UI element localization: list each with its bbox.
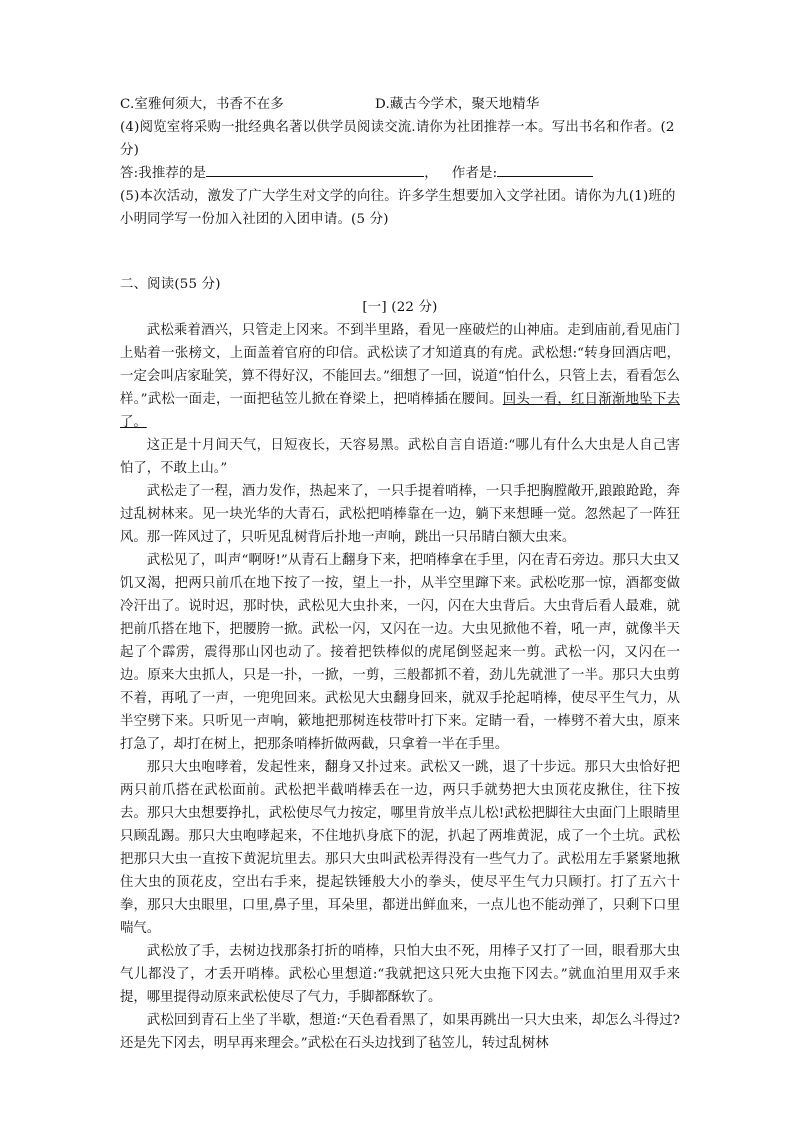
options-line [120,93,680,116]
author-label: 作者是: [451,166,498,181]
author-blank[interactable] [497,163,593,177]
book-title-blank[interactable] [206,163,424,177]
answer-prefix: 答:我推荐的是 [120,166,207,181]
answer-separator: ， [424,166,438,181]
option-d: D.藏古今学术，聚天地精华 [375,97,540,112]
question-4: (4)阅览室将采购一批经典名著以供学员阅读交流.请你为社团推荐一本。写出书名和作者。(2 分) [120,120,675,158]
question-5: (5)本次活动，激发了广大学生对文学的向往。许多学生想要加入文学社团。请你为九(1)班的小明同学写一份加入社团的入团申请。(5 分) [120,189,676,227]
paragraph-7: 武松回到青石上坐了半歇，想道:“天色看看黑了，如果再跳出一只大虫来，却怎么斗得过?还是先下冈去，明早再来理会。”武松在石头边找到了毡笠儿，转过乱树林 [120,1013,680,1051]
paragraph-2: 这正是十月间天气，日短夜长，天容易黑。武松自言自语道:“哪儿有什么大虫是人自己害怕了，不敢上山。” [120,438,680,476]
paragraph-1 [120,319,680,434]
option-c: C.室雅何须大，书香不在多 [120,97,284,112]
paragraph-3: 武松走了一程，酒力发作，热起来了，一只手提着哨棒，一只手把胸膛敞开,踉踉跄跄，奔过乱树林来。见一块光华的大青石，武松把哨棒靠在一边，躺下来想睡一觉。忽然起了一阵狂风。那一阵风过了，只听见乱树背后扑地一声响，跳出一只吊睛白额大虫来。 [120,484,680,545]
paragraph-5: 那只大虫咆哮着，发起性来，翻身又扑过来。武松又一跳，退了十步远。那只大虫恰好把两只前爪搭在武松面前。武松把半截哨棒丢在一边，两只手就势把大虫顶花皮揪住，往下按去。那只大虫想要挣扎，武松使尽气力按定，哪里肯放半点儿松!武松把脚往大虫面门上眼睛里只顾乱踢。那只大虫咆哮起来，不住地扒身底下的泥，扒起了两堆黄泥，成了一个土坑。武松把那只大虫一直按下黄泥坑里去。那只大虫叫武松弄得没有一些气力了。武松用左手紧紧地揪住大虫的顶花皮，空出右手来，提起铁锤般大小的拳头，使尽平生气力只顾打。打了五六十拳，那只大虫眼里，口里,鼻子里，耳朵里，都迸出鲜血来，一点儿也不能动弹了，只剩下口里喘气。 [120,760,680,936]
underlined-sentence: 回头一看，红日渐渐地坠下去了。 [120,392,680,430]
paragraph-4: 武松见了，叫声“啊呀!”从青石上翻身下来，把哨棒拿在手里，闪在青石旁边。那只大虫又饥又渴，把两只前爪在地下按了一按，望上一扑，从半空里蹿下来。武松吃那一惊，酒都变做冷汗出了。说时迟，那时快，武松见大虫扑来，一闪，闪在大虫背后。大虫背后看人最难，就把前爪搭在地下，把腰胯一掀。武松一闪，又闪在一边。大虫见掀他不着，吼一声，就像半天起了个霹雳，震得那山冈也动了。接着把铁棒似的虎尾倒竖起来一剪。武松一闪，又闪在一边。原来大虫抓人，只是一扑，一掀，一剪，三般都抓不着，劲儿先就泄了一半。那只大虫剪不着，再吼了一声，一兜兜回来。武松见大虫翻身回来，就双手抡起哨棒，使尽平生气力，从半空劈下来。只听见一声响，簌地把那树连枝带叶打下来。定睛一看，一棒劈不着大虫，原来打急了，却打在树上，把那条哨棒折做两截，只拿着一半在手里。 [120,553,680,752]
answer-line [120,162,680,185]
paragraph-1-text: 武松乘着酒兴，只管走上冈来。不到半里路，看见一座破烂的山神庙。走到庙前,看见庙门上贴着一张榜文，上面盖着官府的印信。武松读了才知道真的有虎。武松想:“转身回酒店吧，一定会叫店家耻笑，算不得好汉，不能回去。”细想了一回，说道“怕什么，只管上去，看看怎么样。”武松一面走，一面把毡笠儿掀在脊梁上，把哨棒插在腰间。 [120,323,680,407]
part-heading: [一] (22 分) [362,300,438,315]
document-page [120,93,680,1055]
paragraph-6: 武松放了手，去树边找那条打折的哨棒，只怕大虫不死，用棒子又打了一回，眼看那大虫气儿都没了，才丢开哨棒。武松心里想道:“我就把这只死大虫拖下冈去。”就血泊里用双手来提，哪里提得动原来武松使尽了气力，手脚都酥软了。 [120,944,680,1005]
section-heading: 二、阅读(55 分) [120,277,221,292]
